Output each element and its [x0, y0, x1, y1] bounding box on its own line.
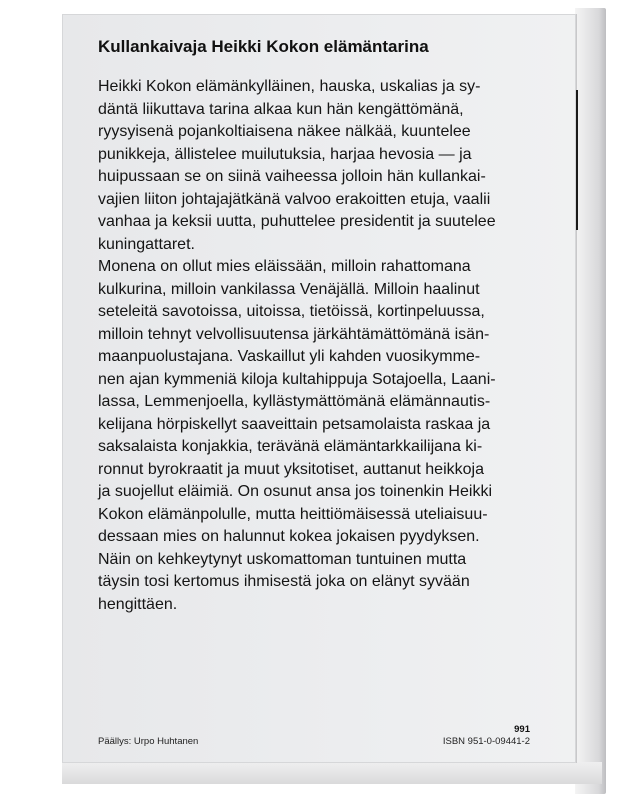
blurb-line: punikkeja, ällistelee muilutuksia, harjaa hevosia — ja: [98, 145, 472, 163]
blurb-line: saksalaista konjakkia, terävänä elämäntarkkailijana ki-: [98, 438, 483, 455]
spine-shadow-line: [576, 90, 578, 230]
book-bottom-edge: [62, 762, 602, 784]
blurb-line: Näin on kehkeytynyt uskomattoman tuntuinen mutta: [98, 550, 467, 568]
blurb-line: kuningattaret.: [98, 235, 195, 253]
blurb-line: Heikki Kokon elämänkylläinen, hauska, uskalias ja sy-: [98, 78, 481, 95]
blurb-line: maanpuolustajana. Vaskaillut yli kahden vuosikymme-: [98, 348, 481, 365]
blurb-line: vanhaa ja keksii uutta, puhuttelee presidentit ja suutelee: [98, 213, 496, 230]
blurb-line: kelijana hörpiskellyt saaveittain petsamolaista raskaa ja: [98, 415, 491, 433]
blurb-line: milloin tehnyt velvollisuutensa järkähtämättömänä isän-: [98, 325, 490, 343]
cover-designer-credit: Päällys: Urpo Huhtanen: [98, 736, 199, 747]
blurb-line: däntä liikuttava tarina alkaa kun hän kengättömänä,: [98, 100, 464, 118]
isbn-number: ISBN 951-0-09441-2: [442, 736, 530, 747]
blurb-line: vajien liiton johtajajätkänä valvoo erakoitten etuja, vaalii: [98, 190, 491, 208]
book-title: Kullankaivaja Heikki Kokon elämäntarina: [98, 37, 429, 56]
blurb-line: Kokon elämänpolulle, mutta heittiömäisessä uteliaisuu-: [98, 505, 488, 523]
blurb-line: seteleitä savotoissa, uitoissa, tietöissä, kortinpeluussa,: [98, 303, 485, 320]
blurb-line: ronnut byrokraatit ja muut yksitotiset, auttanut heikkoja: [98, 460, 484, 478]
blurb-line: täysin tosi kertomus ihmisestä joka on elänyt syvään: [98, 573, 470, 590]
blurb-line: hengittäen.: [98, 595, 178, 613]
blurb-line: kulkurina, milloin vankilassa Venäjällä. Milloin haalinut: [98, 280, 480, 298]
book-side-edge: [575, 8, 606, 794]
blurb-line: Monena on ollut mies eläissään, milloin rahattomana: [98, 258, 471, 275]
blurb-line: ryysyisenä pojankoltiaisena näkee nälkää, kuuntelee: [98, 123, 471, 140]
blurb-line: nen ajan kymmeniä kiloja kultahippuja Sotajoella, Laani-: [98, 370, 496, 388]
catalog-code: 991: [514, 724, 530, 735]
blurb-line: dessaan mies on halunnut kokea jokaisen pyydyksen.: [98, 528, 480, 545]
blurb-text: [98, 76, 496, 616]
blurb-line: ja suojellut eläimiä. On osunut ansa jos toinenkin Heikki: [98, 483, 492, 500]
blurb-line: huipussaan se on siinä vaiheessa jolloin hän kullankai-: [98, 168, 486, 185]
blurb-line: lassa, Lemmenjoella, kyllästymättömänä elämännautis-: [98, 393, 491, 410]
